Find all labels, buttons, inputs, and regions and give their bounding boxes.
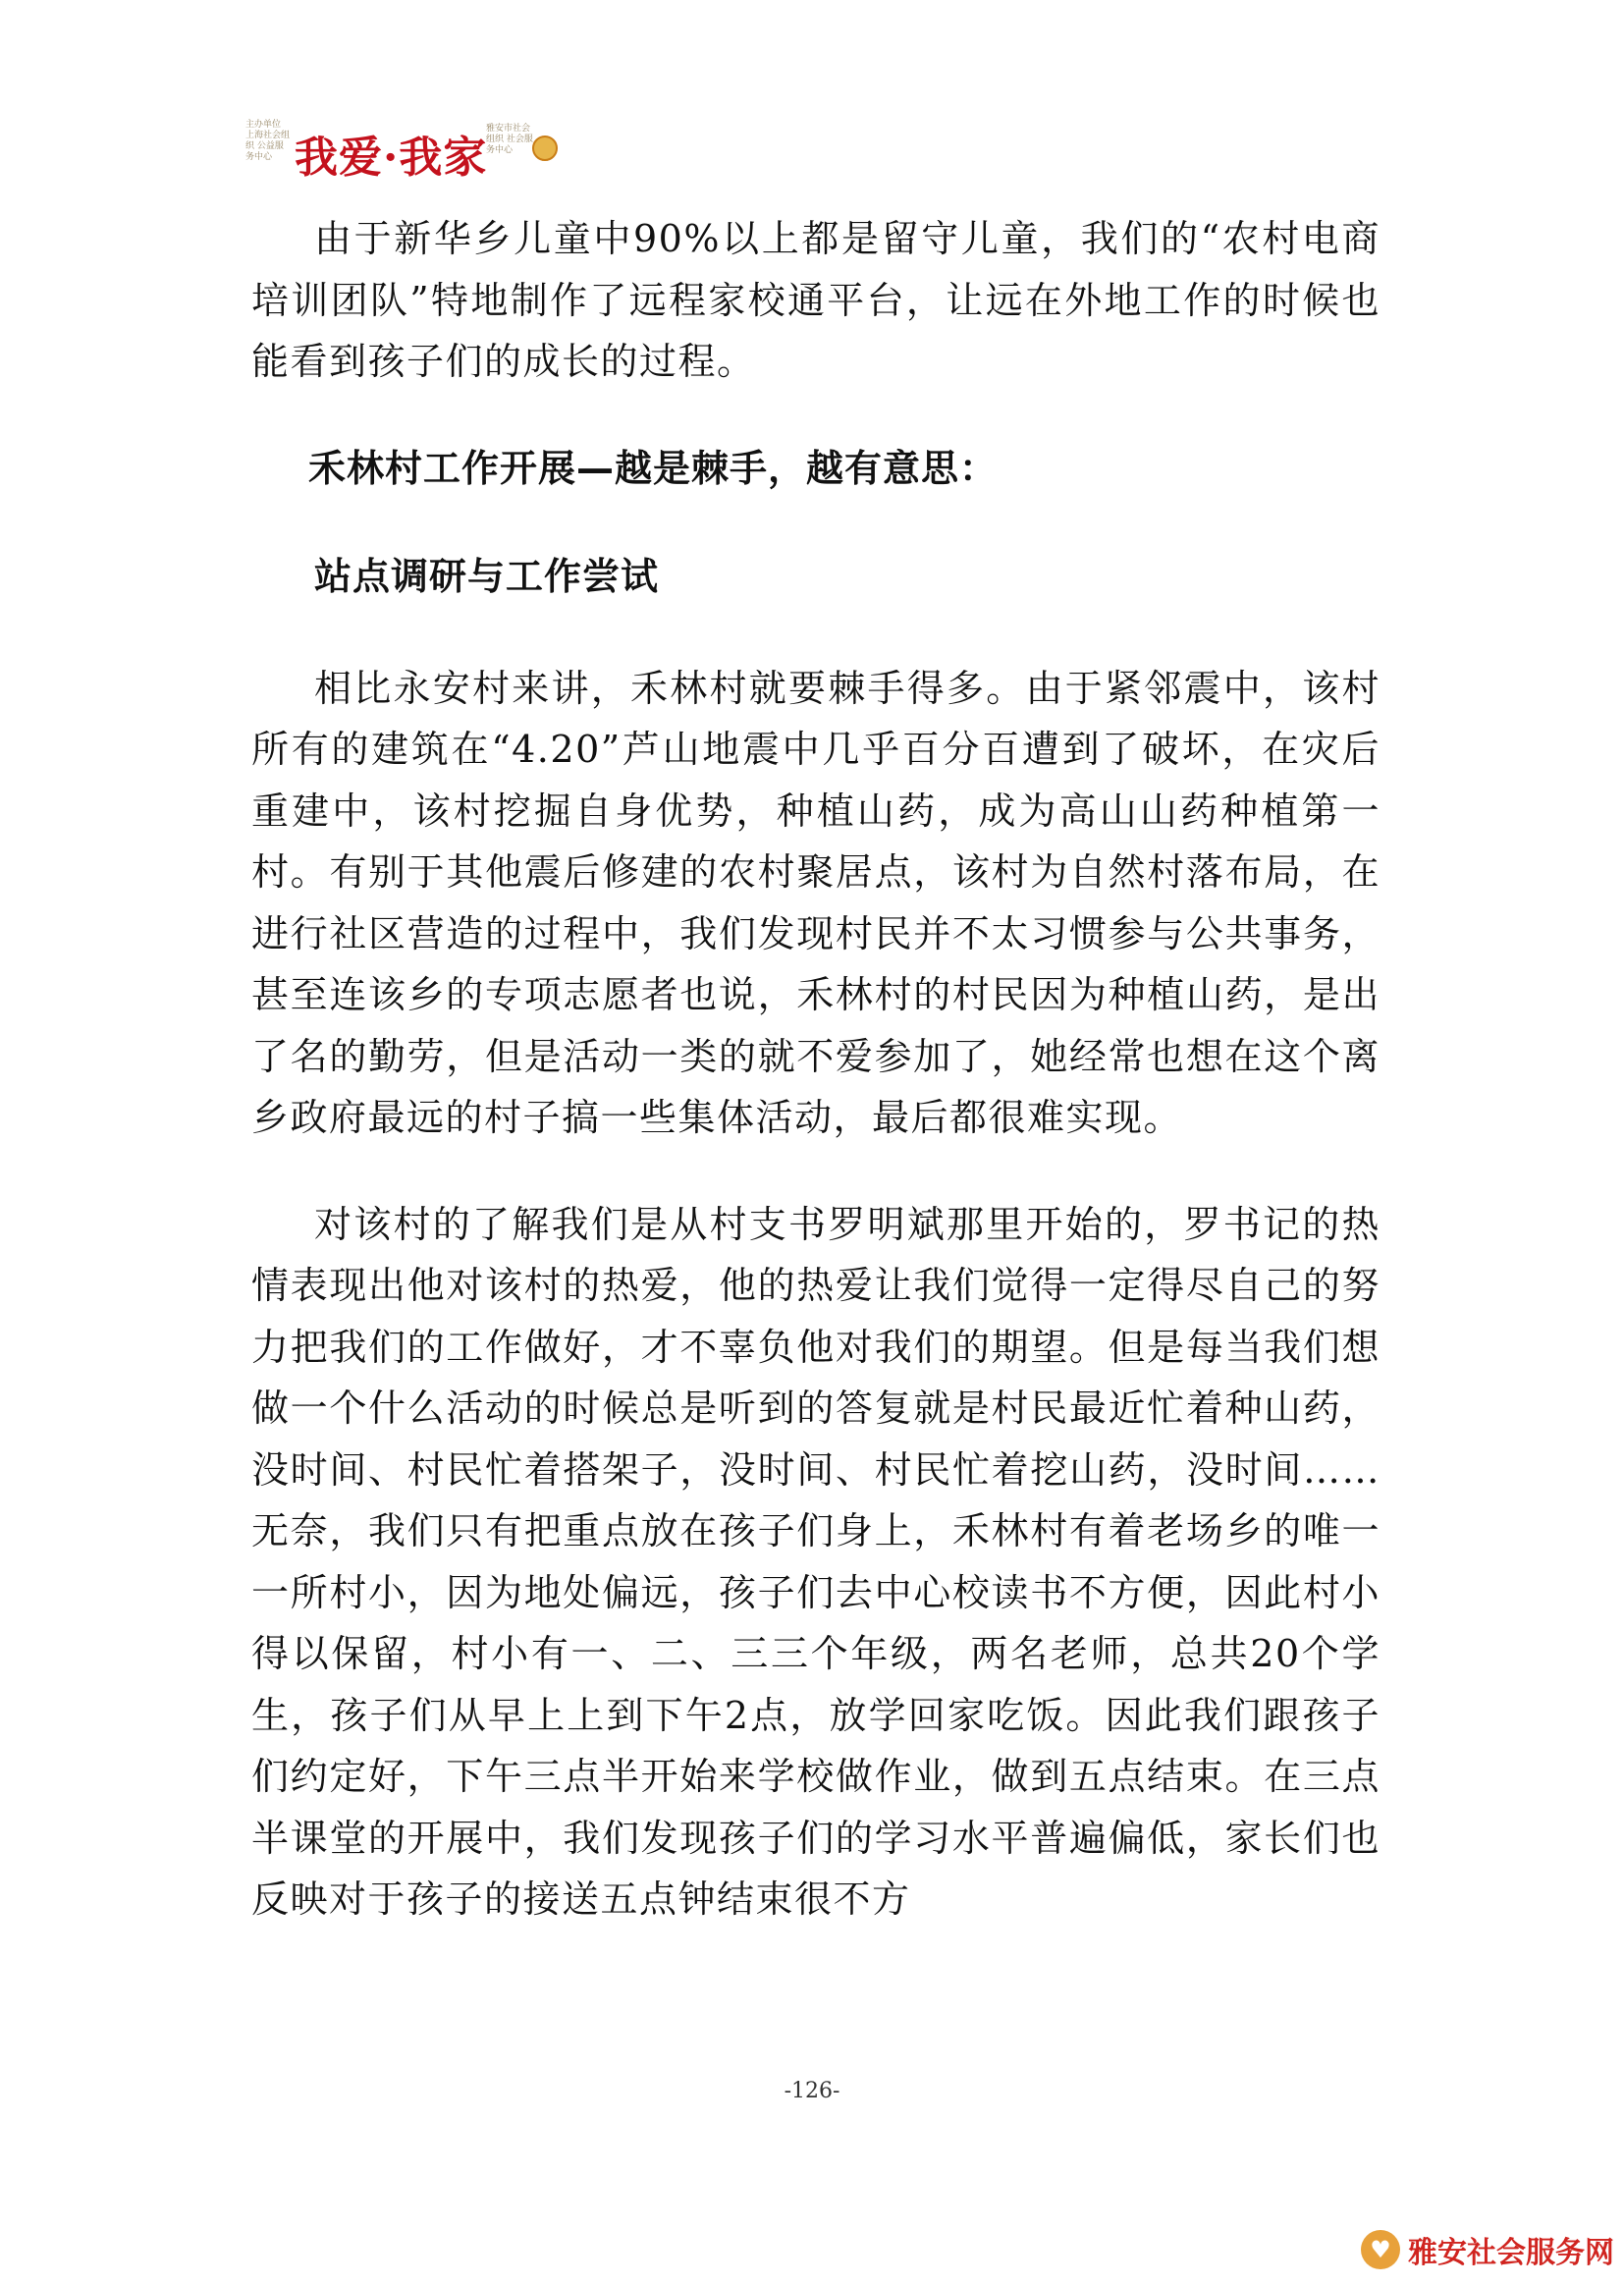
watermark-text: 雅安社会服务网	[1408, 2236, 1614, 2270]
subsection-title: 站点调研与工作尝试	[314, 554, 660, 598]
body-paragraph-1: 相比永安村来讲，禾林村就要棘手得多。由于紧邻震中，该村所有的建筑在“4.20”芦山地震中几乎百分百遭到了破坏，在灾后重建中，该村挖掘自身优势，种植山药，成为高山山药种植第一村。有别于其他震后修建的农村聚居点，该村为自然村落布局，在进行社区营造的过程中，我们发现村民并不太习惯参与公共事务，甚至连该乡的专项志愿者也说，禾林村的村民因为种植山药，是出了名的勤劳，但是活动一类的就不爱参加了，她经常也想在这个离乡政府最远的村子搞一些集体活动，最后都很难实现。	[251, 666, 1380, 1139]
document-body	[251, 208, 1380, 1976]
logo-small-text-right: 雅安市社会组织 社会服务中心	[486, 124, 533, 155]
heart-icon: ♥	[1361, 2230, 1400, 2269]
body-paragraph-2: 对该村的了解我们是从村支书罗明斌那里开始的，罗书记的热情表现出他对该村的热爱，他的热爱让我们觉得一定得尽自己的努力把我们的工作做好，才不辜负他对我们的期望。但是每当我们想做一个什么活动的时候总是听到的答复就是村民最近忙着种山药，没时间、村民忙着搭架子，没时间、村民忙着挖山药，没时间……无奈，我们只有把重点放在孩子们身上，禾林村有着老场乡的唯一一所村小，因为地处偏远，孩子们去中心校读书不方便，因此村小得以保留，村小有一、二、三三个年级，两名老师，总共20个学生，孩子们从早上上到下午2点，放学回家吃饭。因此我们跟孩子们约定好，下午三点半开始来学校做作业，做到五点结束。在三点半课堂的开展中，我们发现孩子们的学习水平普遍偏低，家长们也反映对于孩子的接送五点钟结束很不方	[251, 1202, 1380, 1921]
section-title: 禾林村工作开展—越是棘手，越有意思：	[308, 446, 999, 490]
header-logo	[245, 108, 540, 206]
logo-badge-icon	[532, 136, 558, 161]
watermark	[1361, 2228, 1614, 2271]
page-number: -126-	[784, 2079, 840, 2103]
intro-paragraph: 由于新华乡儿童中90%以上都是留守儿童，我们的“农村电商培训团队”特地制作了远程家校通平台，让远在外地工作的时候也能看到孩子们的成长的过程。	[251, 217, 1380, 383]
logo-title: 我爱·我家	[295, 133, 488, 183]
logo-small-text-left: 主办单位 上海社会组织 公益服务中心	[245, 120, 291, 162]
